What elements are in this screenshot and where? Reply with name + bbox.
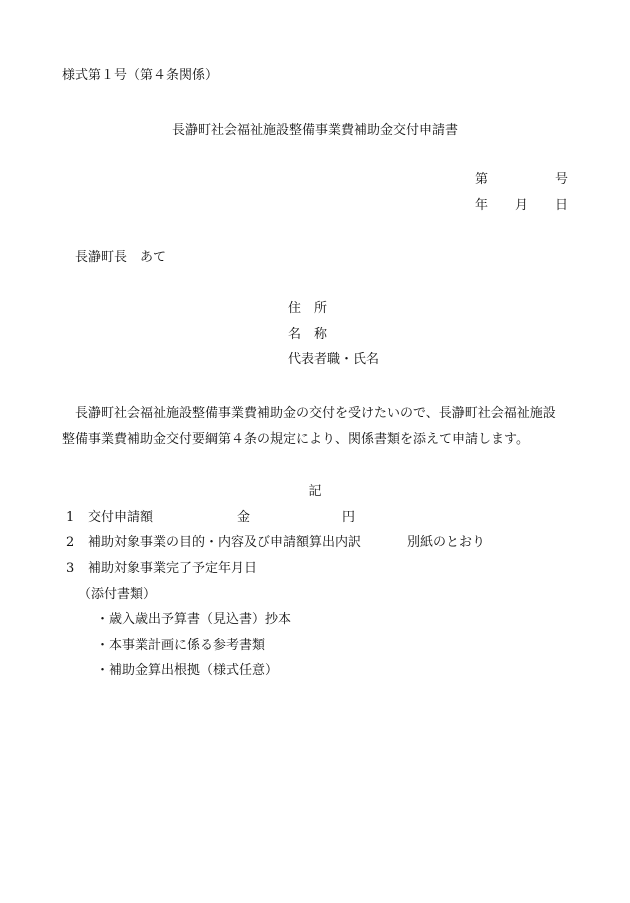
address-label: 住 所 <box>288 301 328 316</box>
representative-label: 代表者職・氏名 <box>288 352 380 367</box>
item-label: 補助対象事業完了予定年月日 <box>88 561 258 576</box>
attachment-item: ・歳入歳出予算書（見込書）抄本 <box>96 612 292 627</box>
date-month: 月 <box>515 198 529 213</box>
attachment-item: ・補助金算出根拠（様式任意） <box>96 663 279 678</box>
name-label: 名 称 <box>288 327 328 342</box>
date-year: 年 <box>475 198 489 213</box>
item-number: 1 <box>66 510 75 525</box>
document-title: 長瀞町社会福祉施設整備事業費補助金交付申請書 <box>171 123 458 138</box>
attachments-heading: （添付書類） <box>78 587 157 602</box>
number-go: 号 <box>555 172 569 187</box>
number-dai: 第 <box>475 172 489 187</box>
record-heading: 記 <box>308 484 322 499</box>
amount-kin: 金 <box>237 510 251 525</box>
amount-en: 円 <box>342 510 356 525</box>
item-note: 別紙のとおり <box>407 535 486 550</box>
item-number: 2 <box>66 535 75 550</box>
addressee: 長瀞町長 あて <box>75 250 167 265</box>
date-day: 日 <box>555 198 569 213</box>
body-line-2: 整備事業費補助金交付要綱第４条の規定により、関係書類を添えて申請します。 <box>62 432 529 447</box>
attachment-item: ・本事業計画に係る参考書類 <box>96 638 266 653</box>
item-label: 補助対象事業の目的・内容及び申請額算出内訳 <box>88 535 362 550</box>
body-line-1: 長瀞町社会福祉施設整備事業費補助金の交付を受けたいので、長瀞町社会福祉施設 <box>75 406 556 421</box>
form-number: 様式第１号（第４条関係） <box>62 68 219 83</box>
item-number: 3 <box>66 561 75 576</box>
item-label: 交付申請額 <box>88 510 154 525</box>
